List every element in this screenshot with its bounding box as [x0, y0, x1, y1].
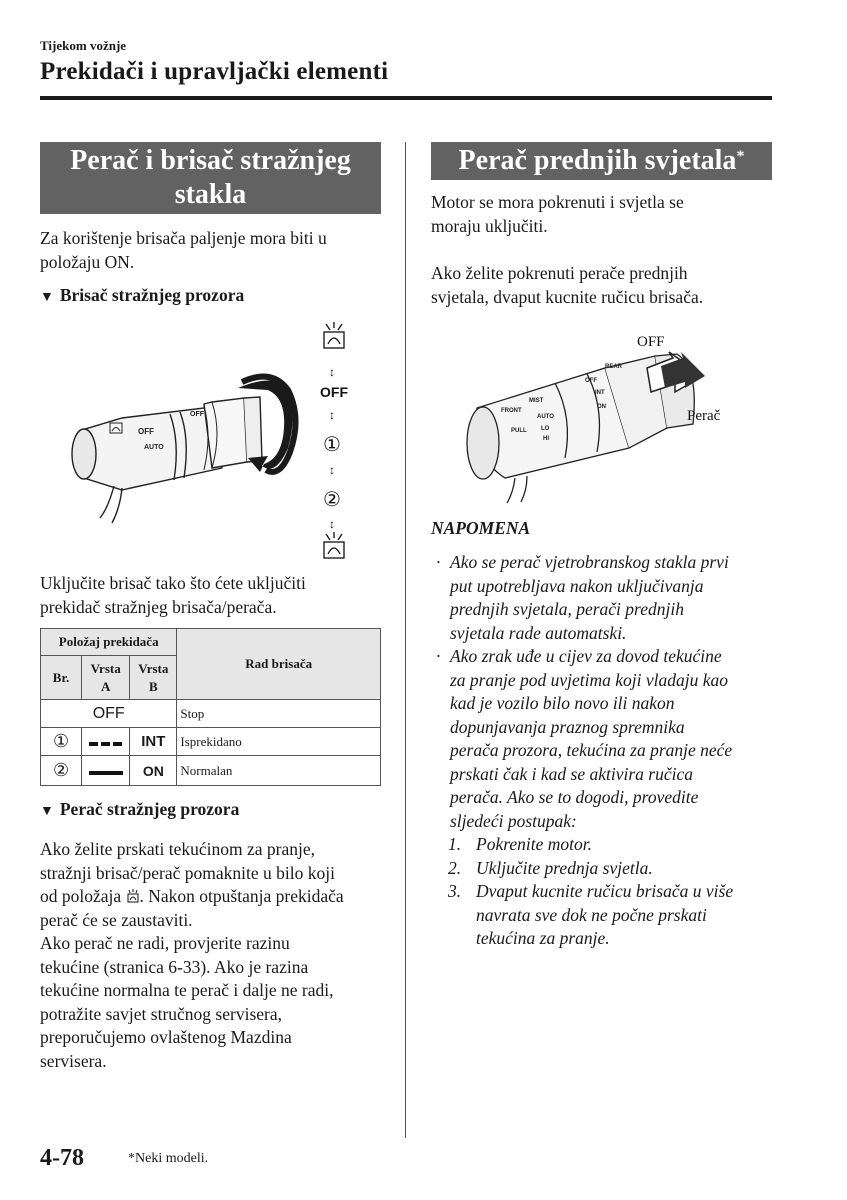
asterisk-marker: *	[736, 148, 745, 165]
wash-symbol-icon	[324, 322, 344, 348]
title-rule	[40, 96, 772, 100]
paragraph-line: Motor se mora pokrenuti i svjetla se	[431, 192, 684, 212]
triangle-icon: ▼	[40, 804, 54, 819]
position-2-label: ②	[323, 489, 341, 511]
lever-rear-label: REAR	[605, 364, 623, 370]
intro-line: Za korištenje brisača paljenje mora biti u	[40, 228, 327, 248]
instruction-line: prekidač stražnjeg brisača/perača.	[40, 596, 277, 617]
intro-line: položaju ON.	[40, 251, 135, 272]
table-row	[41, 728, 381, 756]
banner-line-2: stakla	[174, 179, 247, 210]
off-label: OFF	[637, 334, 665, 350]
rear-wiper-lever-diagram	[62, 318, 362, 566]
table-header-number: Br.	[41, 656, 82, 700]
note-item: · Ako zrak uđe u cijev za dovod tekućine za pranje pod uvjetima koji vladaju kao kad je vozilo bilo novo ili nakon dopunjavanja praznog spremnika perača prozora, tekućina za pranje neće prskati čak i kad se aktivira ručica perača. Ako se to dogodi, provedite sljedeći postupak:	[436, 646, 733, 831]
subheading-rear-wiper	[40, 285, 244, 306]
triangle-icon: ▼	[40, 290, 54, 305]
step-item: 2. Uključite prednja svjetla.	[448, 857, 653, 878]
table-cell: Stop	[177, 700, 381, 728]
paragraph-line: moraju uključiti.	[431, 215, 548, 236]
left-instruction	[40, 572, 306, 619]
table-cell	[82, 756, 130, 786]
washer-spray-icon	[126, 889, 140, 903]
table-cell: Isprekidano	[177, 728, 381, 756]
left-intro	[40, 227, 327, 274]
table-cell: INT	[130, 728, 177, 756]
lever-mist-label: MIST	[529, 398, 544, 404]
lever-off-label: OFF	[585, 378, 597, 384]
subheading-text: Perač stražnjeg prozora	[59, 799, 240, 819]
lever-off-label: OFF	[138, 427, 154, 436]
subheading-rear-washer	[40, 799, 239, 820]
section-label: Tijekom vožnje	[40, 38, 127, 53]
note-title: NAPOMENA	[431, 518, 531, 538]
step-item: 1. Pokrenite motor.	[448, 834, 592, 854]
body-line: preporučujemo ovlaštenog Mazdina	[40, 1027, 292, 1047]
table-cell: OFF	[41, 700, 177, 728]
body-line: servisera.	[40, 1050, 107, 1071]
position-ladder	[320, 322, 348, 558]
svg-text:↕: ↕	[329, 517, 335, 531]
lever-int-label: INT	[595, 390, 605, 396]
body-line: tekućine normalna te perač i dalje ne radi,	[40, 980, 334, 1000]
body-line: perač će se zaustaviti.	[40, 909, 193, 930]
body-line: Ako perač ne radi, provjerite razinu	[40, 933, 290, 953]
page-title: Prekidači i upravljački elementi	[40, 58, 389, 85]
body-line: od položaja . Nakon otpuštanja prekidača	[40, 886, 344, 906]
lever-hi-label: HI	[543, 436, 549, 442]
headlight-washer-lever-diagram	[455, 328, 755, 506]
table-row	[41, 700, 381, 728]
table-cell: ①	[41, 728, 82, 756]
paragraph-line: Ako želite pokrenuti perače prednjih	[431, 263, 688, 283]
position-1-label: ①	[323, 434, 341, 456]
page-number: 4-78	[40, 1145, 84, 1171]
svg-text:↕: ↕	[329, 463, 335, 477]
note-item: · Ako se perač vjetrobranskog stakla prvi put upotrebljava nakon uključivanja prednjih svjetala, perači prednjih svjetala rade automatski.	[436, 552, 729, 643]
lever-on-label: ON	[597, 404, 606, 410]
step-list	[436, 833, 776, 951]
note-list	[436, 551, 776, 951]
subheading-text: Brisač stražnjeg prozora	[59, 285, 245, 305]
instruction-line: Uključite brisač tako što ćete uključiti	[40, 573, 306, 593]
table-cell	[82, 728, 130, 756]
switch-position-table	[40, 628, 381, 786]
footnote: *Neki modeli.	[128, 1151, 209, 1166]
body-line: stražnji brisač/perač pomaknite u bilo koji	[40, 862, 335, 883]
table-header-operation: Rad brisača	[177, 629, 381, 700]
right-section-banner	[431, 142, 772, 180]
table-cell: ②	[41, 756, 82, 786]
wash-symbol-icon	[324, 532, 344, 558]
lever-auto-label: AUTO	[144, 444, 164, 451]
banner-text: Perač prednjih svjetala	[458, 145, 737, 176]
lever-front-label: FRONT	[501, 408, 522, 414]
paragraph-line: svjetala, dvaput kucnite ručicu brisača.	[431, 286, 704, 307]
lever-auto-label: AUTO	[537, 414, 554, 420]
continuous-line-icon	[89, 771, 123, 775]
table-group-header: Položaj prekidača	[41, 629, 177, 656]
right-paragraph-1	[431, 191, 684, 238]
table-row	[41, 756, 381, 786]
lever-lo-label: LO	[541, 426, 550, 432]
banner-line-1: Perač i brisač stražnjeg	[70, 145, 351, 176]
svg-text:↕: ↕	[329, 408, 335, 422]
table-header-type-a: Vrsta A	[82, 656, 130, 700]
body-line: potražite savjet stručnog servisera,	[40, 1003, 282, 1024]
step-item: 3. Dvaput kucnite ručicu brisača u više	[448, 881, 734, 901]
left-body	[40, 838, 390, 1073]
body-line: Ako želite prskati tekućinom za pranje,	[40, 839, 316, 859]
off-position-label: OFF	[320, 384, 348, 400]
right-paragraph-2	[431, 262, 703, 309]
washer-label: Perač	[687, 408, 721, 424]
table-header-type-b: Vrsta B	[130, 656, 177, 700]
svg-text:↕: ↕	[329, 365, 335, 379]
lever-pull-label: PULL	[511, 428, 527, 434]
column-divider	[405, 142, 406, 1138]
svg-text:OFF: OFF	[190, 411, 204, 418]
table-cell: Normalan	[177, 756, 381, 786]
step-continuation: tekućina za pranje.	[476, 928, 610, 948]
body-line: tekućine (stranica 6-33). Ako je razina	[40, 956, 309, 977]
step-continuation: navrata sve dok ne počne prskati	[476, 904, 707, 925]
intermittent-line-icon	[89, 742, 123, 746]
table-cell: ON	[130, 756, 177, 786]
left-section-banner	[40, 142, 381, 214]
